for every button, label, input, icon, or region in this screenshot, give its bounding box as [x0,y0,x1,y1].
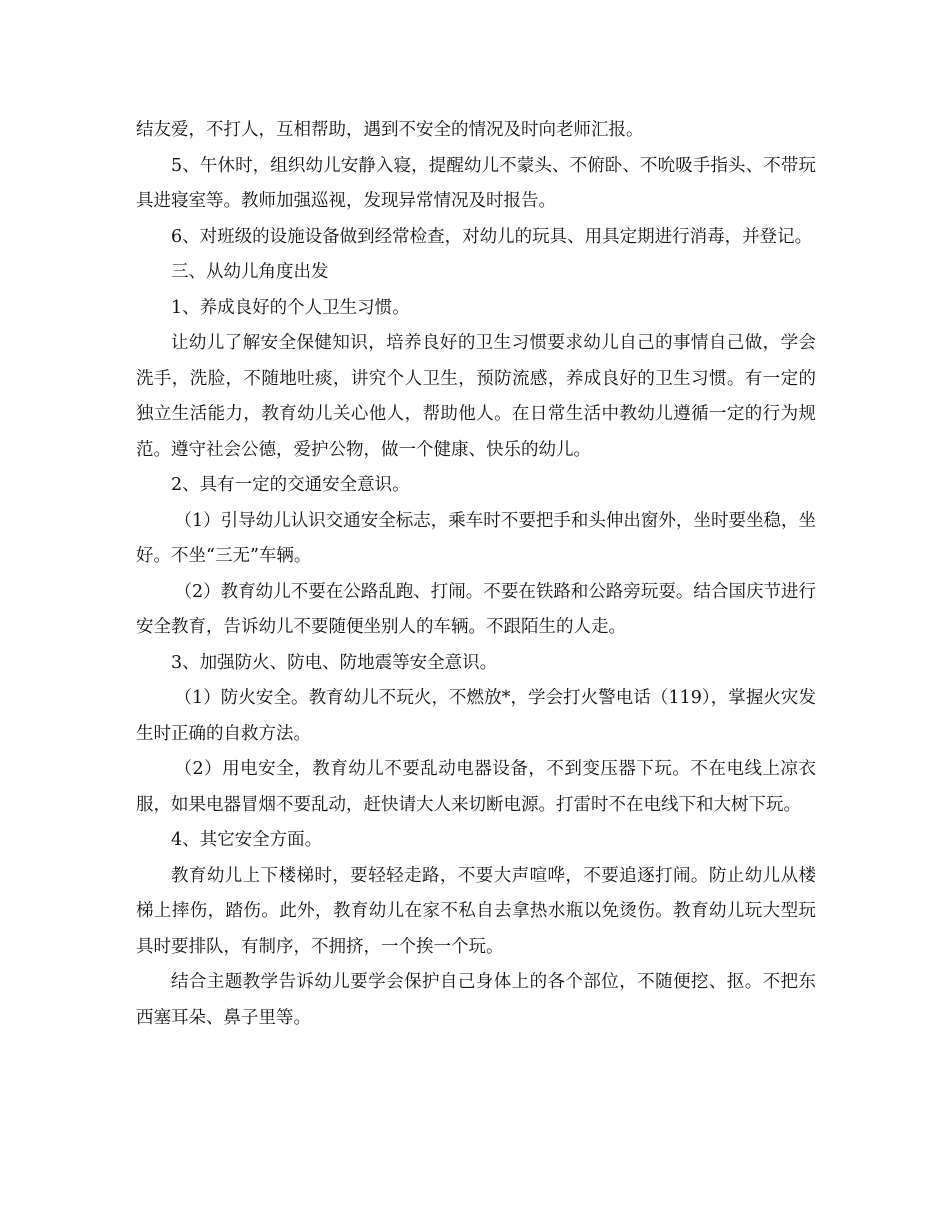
paragraph-electric-safety: （2）用电安全，教育幼儿不要乱动电器设备，不到变压器下玩。不在电线上凉衣服，如果电器冒烟不要乱动，赶快请大人来切断电源。打雷时不在电线下和大树下玩。 [136,759,816,815]
paragraph-stairs: 教育幼儿上下楼梯时，要轻轻走路，不要大声喧哗，不要追逐打闹。防止幼儿从楼梯上摔伤，踏伤。此外，教育幼儿在家不私自去拿热水瓶以免烫伤。教育幼儿玩大型玩具时要排队，有制序，不拥挤，一个挨一个玩。 [136,865,816,957]
subheading-2: 2、具有一定的交通安全意识。 [171,475,410,495]
subheading-3: 3、加强防火、防电、防地震等安全意识。 [171,652,498,673]
section-heading-3: 三、从幼儿角度出发 [171,262,329,282]
paragraph-traffic-1: （1）引导幼儿认识交通安全标志，乘车时不要把手和头伸出窗外，坐时要坐稳，坐好。不坐“三无”车辆。 [136,510,816,566]
paragraph-item-5: 5、午休时，组织幼儿安静入寝，提醒幼儿不蒙头、不俯卧、不吮吸手指头、不带玩具进寝室等。教师加强巡视，发现异常情况及时报告。 [136,155,816,211]
paragraph-continuation: 结友爱，不打人，互相帮助，遇到不安全的情况及时向老师汇报。 [136,120,644,140]
subheading-4: 4、其它安全方面。 [171,830,323,850]
paragraph-body-protection: 结合主题教学告诉幼儿要学会保护自己身体上的各个部位，不随便挖、抠。不把东西塞耳朵、鼻子里等。 [136,972,816,1028]
paragraph-hygiene: 让幼儿了解安全保健知识，培养良好的卫生习惯要求幼儿自己的事情自己做，学会洗手，洗脸，不随地吐痰，讲究个人卫生，预防流感，养成良好的卫生习惯。有一定的独立生活能力，教育幼儿关心他人，帮助他人。在日常生活中教幼儿遵循一定的行为规范。遵守社会公德，爱护公物，做一个健康、快乐的幼儿。 [136,333,816,460]
subheading-1: 1、养成良好的个人卫生习惯。 [171,297,410,318]
paragraph-fire-safety: （1）防火安全。教育幼儿不玩火，不燃放*，学会打火警电话（119），掌握火灾发生时正确的自救方法。 [136,688,816,744]
document-body [136,113,816,1036]
paragraph-item-6: 6、对班级的设施设备做到经常检查，对幼儿的玩具、用具定期进行消毒，并登记。 [171,226,813,247]
paragraph-traffic-2: （2）教育幼儿不要在公路乱跑、打闹。不要在铁路和公路旁玩耍。结合国庆节进行安全教育，告诉幼儿不要随便坐别人的车辆。不跟陌生的人走。 [136,581,816,637]
